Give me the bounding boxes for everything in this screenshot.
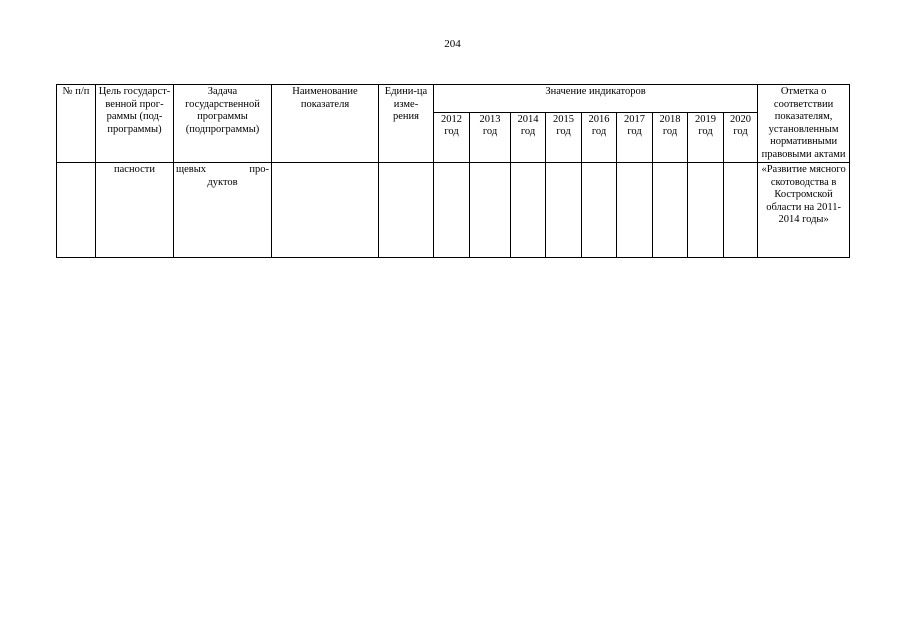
header-row-1 <box>57 85 850 113</box>
header-year-2012: 2012 год <box>434 112 470 162</box>
header-year-2020: 2020 год <box>724 112 758 162</box>
header-note: Отметка о соответствии показателям, установленным нормативными правовыми актами <box>758 85 850 163</box>
indicators-table <box>56 84 850 258</box>
cell-value-2018 <box>653 163 688 258</box>
header-year-2017: 2017 год <box>617 112 653 162</box>
cell-value-2019 <box>688 163 724 258</box>
cell-note: «Развитие мясного скотоводства в Костромской области на 2011-2014 годы» <box>758 163 850 258</box>
header-year-2013: 2013 год <box>470 112 511 162</box>
cell-value-2017 <box>617 163 653 258</box>
cell-task: щевых про- дуктов <box>174 163 272 258</box>
cell-indicator-name <box>272 163 379 258</box>
header-unit: Едини-ца изме-рения <box>379 85 434 163</box>
cell-value-2016 <box>582 163 617 258</box>
page-number: 204 <box>444 38 461 50</box>
header-goal: Цель государст-венной прог-раммы (под-программы) <box>96 85 174 163</box>
header-task: Задача государственной программы (подпрограммы) <box>174 85 272 163</box>
cell-num <box>57 163 96 258</box>
header-year-2019: 2019 год <box>688 112 724 162</box>
cell-unit <box>379 163 434 258</box>
cell-value-2013 <box>470 163 511 258</box>
header-year-2014: 2014 год <box>511 112 546 162</box>
header-values-group: Значение индикаторов <box>434 85 758 113</box>
cell-value-2020 <box>724 163 758 258</box>
table-row <box>57 163 850 258</box>
header-year-2016: 2016 год <box>582 112 617 162</box>
cell-value-2012 <box>434 163 470 258</box>
header-indicator-name: Наименование показателя <box>272 85 379 163</box>
header-year-2015: 2015 год <box>546 112 582 162</box>
header-num: № п/п <box>57 85 96 163</box>
cell-goal: пасности <box>96 163 174 258</box>
header-year-2018: 2018 год <box>653 112 688 162</box>
cell-value-2014 <box>511 163 546 258</box>
cell-value-2015 <box>546 163 582 258</box>
